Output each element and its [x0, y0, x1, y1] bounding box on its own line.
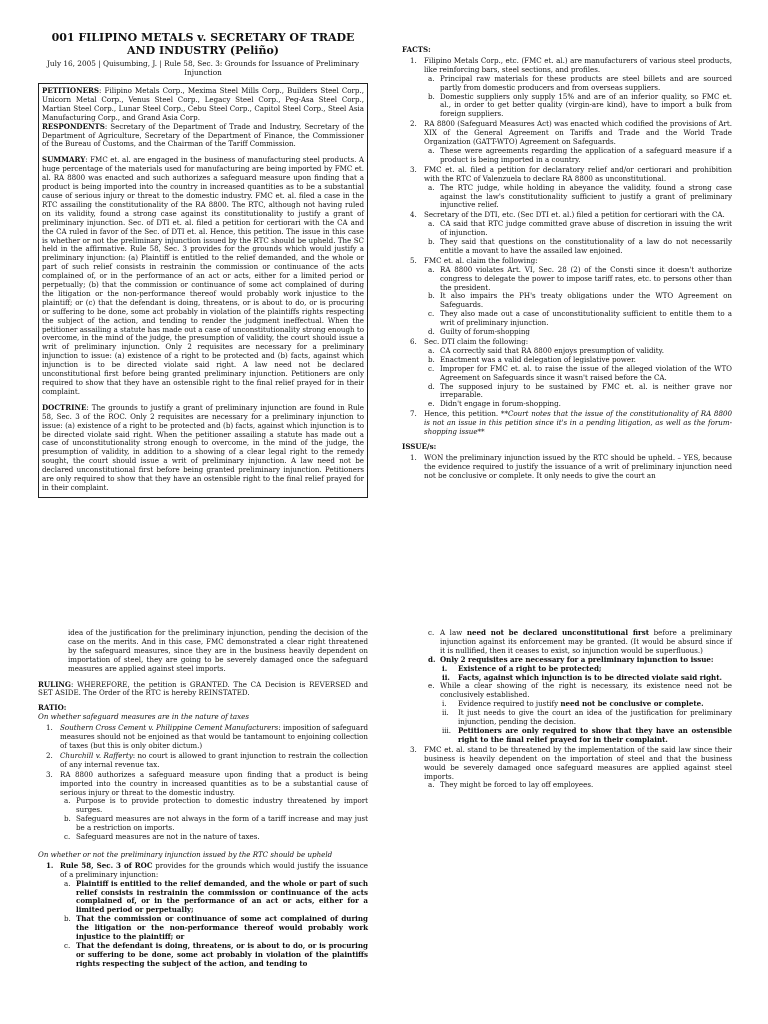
- summary-label: SUMMARY: [42, 155, 86, 165]
- ratio1-item: [38, 752, 368, 770]
- fact-sub-text: CA said that RTC judge committed grave abuse of discretion in issuing the writ of injunction.: [440, 219, 732, 238]
- ratio2-sub-text: Plaintiff is entitled to the relief demanded, and the whole or part of such relief consists in restrainin the commission or continuance of the acts complained of, or in the performance of an act or acts, either for a limited period or perpetually;: [76, 878, 368, 915]
- ratio2-sub-item: [60, 942, 368, 969]
- case-summary-box: [38, 83, 368, 498]
- fact-sub-text: Didn't engage in forum-shopping.: [440, 399, 561, 409]
- fact-number: 5.: [410, 255, 417, 265]
- ruling-paragraph: RULING: WHEREFORE, the petition is GRANTED. The CA Decision is REVERSED and SET ASIDE. The Order of the RTC is hereby REINSTATED.: [38, 679, 368, 698]
- fact-number: 2.: [410, 119, 417, 129]
- requisite-marker: ii.: [442, 672, 450, 682]
- ratio1-item: [38, 724, 368, 751]
- doctrine-label: DOCTRINE: [42, 402, 87, 412]
- ratio-e-sub-list: [440, 700, 732, 745]
- ratio3-sub-marker: a.: [428, 780, 435, 790]
- fact-sub-text: The supposed injury to be sustained by FMC et. al. is neither grave nor irreparable.: [440, 381, 732, 400]
- fact-sub-list: [424, 266, 732, 337]
- facts-list: [402, 57, 732, 437]
- fact-sub-text: They also made out a case of unconstitutionality sufficient to entitle them to a writ of preliminary injunction.: [440, 309, 732, 328]
- fact-text: Secretary of the DTI, etc. (Sec DTI et. al.) filed a petition for certiorari with the CA.: [424, 210, 725, 220]
- fact-sub-marker: d.: [428, 327, 435, 337]
- ratio3-sub-text: They might be forced to lay off employees.: [440, 780, 594, 790]
- petitioners-text: : Filipino Metals Corp., Mexima Steel Mills Corp., Builders Steel Corp., Unicorn Metal Corp., Venus Steel Corp., Legacy Steel Corp., Peg-Asa Steel Corp., Martian Steel Corp., Lunar Steel Corp., Cebu Steel Corp., Capitol Steel Corp., Steel Asia Manufacturing Corp., and Grand Asia Corp.: [42, 86, 364, 122]
- ratio2-sub-text: That the defendant is doing, threatens, or is about to do, or is procuring or suffering to be done, some act probably in violation of the plaintiffs rights respecting the subject of the action, and tending to: [76, 941, 368, 968]
- fact-sub-text: The RTC judge, while holding in abeyance the validity, found a strong case against the law's constitutionality sufficient to justify a grant of preliminary injunctive relief.: [440, 182, 732, 210]
- fact-sub-item: [424, 383, 732, 401]
- facts-heading: FACTS:: [402, 45, 431, 54]
- case-citation: Churchill v. Rafferty: [60, 750, 133, 760]
- fact-text: FMC et. al. claim the following:: [424, 255, 538, 265]
- ratio-3-sub-list: [424, 781, 732, 790]
- ratio1-sub-text: Safeguard measures are not always in the form of a tariff increase and may just be a restriction on imports.: [76, 814, 368, 833]
- ratio1-sub-list: [60, 797, 368, 842]
- respondents-text: : Secretary of the Department of Trade and Industry, Secretary of the Department of Agriculture, Secretary of the Department of Finance, the Commissioner of the Bureau of Customs, and the Chairman of the Tariff Commission.: [42, 121, 364, 149]
- requisite-marker: i.: [442, 663, 448, 673]
- fact-sub-text: Enactment was a valid delegation of legislative power.: [440, 354, 636, 364]
- fact-number: 4.: [410, 210, 417, 220]
- petitioners-label: PETITIONERS: [42, 86, 100, 95]
- ratio1-number: 1.: [46, 723, 53, 733]
- fact-sub-text: It also impairs the PH's treaty obligations under the WTO Agreement on Safeguards.: [440, 291, 732, 310]
- ratio3-sub-item: [424, 781, 732, 790]
- evidence-text: Evidence required to justify: [458, 699, 561, 709]
- fact-sub-item: [424, 310, 732, 328]
- fact-sub-list: [424, 147, 732, 165]
- left-column-top: [38, 32, 368, 498]
- issues-heading: ISSUE/s:: [402, 441, 437, 451]
- issue-text: WON the preliminary injunction issued by the RTC should be upheld. – YES, because the evidence required to justify the issuance of a writ of preliminary injunction need not be conclusive or complete. It only needs to give the court an: [424, 452, 732, 480]
- fact-sub-text: CA correctly said that RA 8800 enjoys presumption of validity.: [440, 345, 664, 355]
- evidence-marker: i.: [442, 699, 447, 709]
- evidence-item: [440, 709, 732, 727]
- fact-sub-marker: b.: [428, 291, 435, 301]
- summary-paragraph: [42, 156, 364, 396]
- fact-sub-list: [424, 220, 732, 256]
- ratio2-sub-marker: c.: [64, 941, 71, 950]
- ratio2-sub-list: [60, 880, 368, 969]
- ratio-e-item: e. While a clear showing of the right is necessary, its existence need not be conclusively established. i. Evidence required to justify need not be conclusive or complete. ii. It just needs to give the court an idea of the justification for preliminary injunction, pending the decision. iii. Petitioners are only required to show that they have an ostensible right to the final relief prayed for in their complaint.: [428, 681, 732, 744]
- evidence-bold: need not be conclusive or complete.: [560, 699, 704, 709]
- fact-sub-item: [424, 400, 732, 409]
- court-note: **Court notes that the issue of the constitutionality of RA 8800 is not an issue in this petition since it's in a pending litigation, as well as the forum-shopping issue**: [424, 409, 732, 437]
- evidence-marker: ii.: [442, 708, 449, 718]
- fact-sub-item: [424, 365, 732, 383]
- ratio2-sub-marker: b.: [64, 914, 71, 924]
- fact-sub-item: [424, 184, 732, 211]
- ratio2-item: 1. Rule 58, Sec. 3 of ROC provides for the grounds which would justify the issuance of a preliminary injunction: a. Plaintiff is entitled to the relief demanded, and the whole or part of such relief consists in restrainin the commission or continuance of the acts complained of, or in the performance of an act or acts, either for a limited period or perpetually; b. That the commission or continuance of some act complained of during the litigation or the non-performance thereof would probably work injustice to the plaintiff; or c. That the defendant is doing, threatens, or is about to do, or is procuring or suffering to be done, some act probably in violation of the plaintiffs rights respecting the subject of the action, and tending to: [46, 860, 368, 968]
- issue-item: 1. WON the preliminary injunction issued by the RTC should be upheld. – YES, because the evidence required to justify the issuance of a writ of preliminary injunction need not be conclusive or complete. It only needs to give the court an: [410, 452, 732, 480]
- case-subtitle: July 16, 2005 | Quisumbing, J. | Rule 58, Sec. 3: Grounds for Issuance of Preliminary Injunction: [46, 59, 359, 77]
- fact-sub-list: [424, 184, 732, 211]
- fact-sub-marker: c.: [428, 309, 435, 319]
- ratio1-item: [38, 771, 368, 842]
- fact-text: Filipino Metals Corp., etc. (FMC et. al.) are manufacturers of various steel products, like reinforcing bars, steel sections, and profiles.: [424, 55, 732, 74]
- doctrine-paragraph: [42, 404, 364, 493]
- ratio-c-item: c. A law need not be declared unconstitutional first before a preliminary injunction against its enforcement may be granted. (It would be absurd since if it is nullified, then it ceases to exist, so injunction would be superfluous.): [428, 628, 733, 655]
- fact-item: [402, 211, 732, 256]
- fact-sub-marker: b.: [428, 237, 435, 247]
- fact-item: [402, 120, 732, 165]
- fact-text: Sec. DTI claim the following:: [424, 337, 529, 346]
- fact-sub-text: Improper for FMC et. al. to raise the issue of the alleged violation of the WTO Agreement on Safeguards since it wasn't raised before the CA.: [440, 363, 732, 382]
- fact-number: 6.: [410, 337, 417, 346]
- ratio1-sub-text: Safeguard measures are not in the nature of taxes.: [76, 832, 260, 842]
- ratio2-sub-text: That the commission or continuance of some act complained of during the litigation or the non-performance thereof would probably work injustice to the plaintiff; or: [76, 914, 368, 942]
- ratio-3-item: 3. FMC et. al. stand to be threatened by the implementation of the said law since their business is heavily dependent on the importation of steel and that the business would be severely damaged once safeguard measures are applied against steel imports. a. They might be forced to lay off employees.: [410, 744, 732, 790]
- fact-sub-item: [424, 238, 732, 256]
- left-column-bottom: [38, 629, 368, 970]
- ratio1-text: : imposition of safeguard measures should not be enjoined as that would be tantamount to enjoining collection of taxes (but this is only obiter dictum.): [60, 723, 369, 750]
- fact-sub-item: [424, 75, 732, 93]
- ratio-list-1: [38, 724, 368, 842]
- evidence-text: It just needs to give the court an idea of the justification for preliminary injunction, pending the decision.: [458, 708, 732, 727]
- fact-sub-text: Principal raw materials for these products are steel billets and are sourced partly from domestic producers and from overseas suppliers.: [440, 73, 732, 92]
- fact-sub-text: RA 8800 violates Art. VI, Sec. 28 (2) of the Consti since it doesn't authorize congress to delegate the power to impose tariff rates, etc. to persons other than the president.: [440, 264, 732, 292]
- ratio1-number: 3.: [46, 769, 53, 779]
- fact-sub-list: [424, 347, 732, 409]
- fact-item: [402, 257, 732, 337]
- doctrine-text: : The grounds to justify a grant of preliminary injunction are found in Rule 58, Sec. 3 of the ROC. Only 2 requisites are necessary for a preliminary injunction to issue: (a) existence of a right to be protected and (b) facts, against which injunction is to be directed violate said right. When the petitioner assailing a statute has made out a case of unconstitutionality strong enough to overcome, in the mind of the judge, the presumption of validity, in addition to a showing of a clear legal right to the remedy sought, the court should issue a writ of preliminary injunction. A law need not be declared unconstitutional first before being granted preliminary injunction. Petitioners are only required to show that they have an ostensible right to the final relief prayed for in their complaint.: [42, 402, 364, 492]
- fact-sub-marker: a.: [428, 145, 435, 155]
- fact-sub-marker: b.: [428, 91, 435, 101]
- fact-sub-item: [424, 147, 732, 165]
- fact-number: 1.: [410, 55, 417, 65]
- ratio-d-sub-list: [440, 665, 732, 683]
- ratio2-sub-item: [60, 915, 368, 942]
- fact-sub-marker: a.: [428, 73, 435, 83]
- fact-sub-text: Domestic suppliers only supply 15% and are of an inferior quality, so FMC et. al., in order to get better quality (virgin-are kind), have to import a bulk from foreign suppliers.: [440, 91, 732, 119]
- ratio-topic-2: On whether or not the preliminary injunction issued by the RTC should be upheld: [38, 849, 333, 859]
- fact-sub-text: They said that questions on the constitutionality of a law do not necessarily entitle a movant to have the assailed law enjoined.: [440, 237, 732, 255]
- ratio1-sub-item: [60, 833, 368, 842]
- fact-item: [402, 166, 732, 211]
- ratio2-lead: Rule 58, Sec. 3 of ROC: [60, 860, 153, 870]
- fact-sub-marker: a.: [428, 219, 435, 229]
- fact-sub-item: [424, 292, 732, 310]
- ratio-heading: RATIO:: [38, 703, 67, 713]
- fact-item: [402, 57, 732, 119]
- ratio1-sub-text: Purpose is to provide protection to domestic industry threatened by import surges.: [76, 796, 368, 815]
- ratio1-sub-item: [60, 815, 368, 833]
- fact-sub-item: [424, 266, 732, 293]
- ratio-topic-1: On whether safeguard measures are in the nature of taxes: [38, 712, 249, 722]
- requisite-text: Existence of a right to be protected;: [458, 663, 602, 673]
- fact-sub-text: These were agreements regarding the application of a safeguard measure if a product is being imported in a country.: [440, 145, 732, 164]
- right-column-bottom: [402, 629, 732, 791]
- ratio1-sub-marker: c.: [64, 832, 71, 842]
- fact-item: [402, 338, 732, 409]
- fact-number: 3.: [410, 164, 417, 174]
- case-title: 001 FILIPINO METALS v. SECRETARY OF TRADE AND INDUSTRY (Peliño): [51, 31, 355, 57]
- fact-sub-marker: a.: [428, 182, 435, 192]
- case-citation: Southern Cross Cement v. Philippine Cement Manufacturers: [60, 723, 279, 733]
- right-column-top: [402, 46, 732, 482]
- fact-text: FMC et. al. filed a petition for declaratory relief and/or certiorari and prohibition with the RTC of Valenzuela to declare RA 8800 as unconstitutional.: [424, 164, 732, 183]
- fact-text: RA 8800 (Safeguard Measures Act) was enacted which codified the provisions of Art. XIX of the General Agreement on Tariffs and Trade and the World Trade Organization (GATT-WTO) Agreement on Safeguards.: [424, 119, 732, 147]
- respondents-label: RESPONDENTS: [42, 121, 105, 131]
- issue-continuation: idea of the justification for the preliminary injunction, pending the decision of the case on the merits. And in this case, FMC demonstrated a clear right threatened by the safeguard measures, since they are in the business heavily dependent on importation of steel, they are going to be severely damaged once the safeguard measures are applied against steel imports.: [68, 628, 368, 673]
- fact-sub-item: [424, 93, 732, 120]
- requisite-text: Facts, against which injunction is to be directed violate said right.: [458, 672, 722, 682]
- ratio1-text: : no court is allowed to grant injunction to restrain the collection of any internal revenue tax.: [60, 750, 368, 769]
- fact-sub-marker: c.: [428, 363, 435, 373]
- ratio2-sub-item: [60, 880, 368, 916]
- summary-text: : FMC et. al. are engaged in the business of manufacturing steel products. A huge percentage of the materials used for manufacturing are being imported by FMC et. al. RA 8800 was enacted and such authorizes a safeguard measure upon finding that a product is being imported into the country in increased quantities as to be a substantial cause of serious injury or threat to the domestic industry. FMC et. al. filed a case in the RTC assailing the constitutionality of the RA 8800. The RTC, although not having ruled on its validity, found a strong case against its constitutionality to justify a grant of preliminary injunction. Sec. of DTI et. al. filed a petition for certiorari with the CA and the CA ruled in favor of the Sec. of DTI et. al. Hence, this petition. The issue in this case is whether or not the preliminary injunction issued by the RTC should be upheld. The SC held in the affirmative. Rule 58, Sec. 3 provides for the grounds which would justify a preliminary injunction: (a) Plaintiff is entitled to the relief demanded, and the whole or part of such relief consists in restrainin the commission or continuance of the acts complained of, or in the performance of an act or acts, either for a limited period or perpetually; (b) that the commission or continuance of some act complained of during the litigation or the non-performance thereof would probably work injustice to the plaintiff; or (c) that the defendant is doing, threatens, or is about to do, or is procuring or suffering to be done, some act probably in violation of the plaintiffs rights respecting the subject of the action, and tending to render the judgment ineffectual. When the petitioner assailing a statute has made out a case of unconstitutionality strong enough to overcome, in the mind of the judge, the presumption of validity, the court should issue a writ of preliminary injunction. Only 2 requisites are necessary for a preliminary injunction to issue: (a) existence of a right to be protected and (b) facts, against which injunction is to be directed violate said right. A law need not be declared unconstitutional first before being granted preliminary injunction. Petitioners are only required to show that they have an ostensible right to the final relief prayed for in their complaint.: [42, 155, 364, 396]
- fact-sub-item: [424, 328, 732, 337]
- fact-text: Hence, this petition.: [424, 409, 499, 419]
- fact-sub-marker: a.: [428, 345, 435, 355]
- document-page-2: [0, 622, 768, 1024]
- fact-number: 7.: [410, 409, 417, 419]
- ratio1-text: RA 8800 authorizes a safeguard measure upon finding that a product is being imported into the country in increased quantities as to be a substantial cause of serious injury or threat to the domestic industry.: [60, 769, 368, 797]
- evidence-marker: iii.: [442, 725, 452, 735]
- ratio-d-item: d. Only 2 requisites are necessary for a preliminary injunction to issue: i. Existence of a right to be protected; ii. Facts, against which injunction is to be directed violate said right.: [402, 656, 732, 683]
- fact-item: [402, 410, 732, 437]
- evidence-item: [440, 727, 732, 745]
- fact-sub-text: Guilty of forum-shopping: [440, 327, 530, 337]
- ratio1-number: 2.: [46, 750, 53, 760]
- ratio1-sub-marker: a.: [64, 796, 71, 806]
- fact-sub-item: [424, 220, 732, 238]
- fact-sub-marker: e.: [428, 399, 435, 409]
- ratio2-sub-marker: a.: [64, 878, 71, 888]
- fact-sub-marker: a.: [428, 264, 435, 274]
- evidence-bold: Petitioners are only required to show that they have an ostensible right to the final relief prayed for in their complaint.: [458, 725, 732, 744]
- ratio1-sub-marker: b.: [64, 814, 71, 824]
- fact-sub-marker: d.: [428, 381, 435, 391]
- fact-sub-marker: b.: [428, 354, 435, 364]
- petitioners-paragraph: [42, 87, 364, 149]
- ratio1-sub-item: [60, 797, 368, 815]
- fact-sub-list: [424, 75, 732, 120]
